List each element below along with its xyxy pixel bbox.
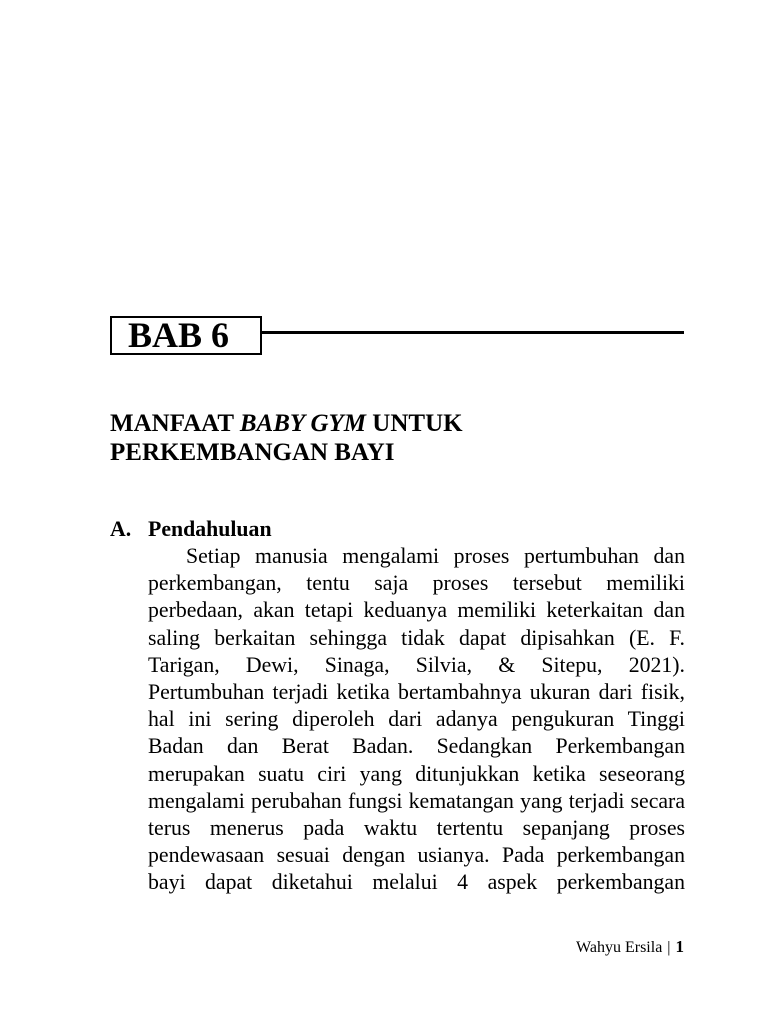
title-text-end: UNTUK xyxy=(366,410,463,437)
paragraph-line: merupakan suatu ciri yang ditunjukkan ketika seseorang xyxy=(148,761,685,786)
footer-separator: | xyxy=(667,939,671,956)
page-number: 1 xyxy=(675,937,684,956)
section-heading: Pendahuluan xyxy=(148,517,272,541)
chapter-label-box xyxy=(110,316,262,355)
paragraph-line: bayi dapat diketahui melalui 4 aspek perkembangan xyxy=(148,870,685,895)
paragraph-line: Setiap manusia mengalami proses pertumbuhan dan xyxy=(186,544,685,568)
paragraph-line: perkembangan, tentu saja proses tersebut memiliki xyxy=(148,571,685,596)
chapter-rule xyxy=(262,331,684,334)
paragraph-line: Pertumbuhan terjadi ketika bertambahnya ukuran dari fisik, xyxy=(148,679,685,704)
paragraph-line: terus menerus pada waktu tertentu sepanjang proses xyxy=(148,815,685,840)
page-footer xyxy=(576,937,684,958)
paragraph-line: mengalami perubahan fungsi kematangan yang terjadi secara xyxy=(148,788,685,813)
footer-author: Wahyu Ersila xyxy=(576,939,663,956)
section-marker: A. xyxy=(110,517,132,541)
paragraph-line: perbedaan, akan tetapi keduanya memiliki keterkaitan dan xyxy=(148,598,685,623)
paragraph-line: saling berkaitan sehingga tidak dapat dipisahkan (E. F. xyxy=(148,625,685,650)
paragraph-line: hal ini sering diperoleh dari adanya pengukuran Tinggi xyxy=(148,707,685,732)
section-heading-row xyxy=(110,516,272,543)
paragraph-line: Badan dan Berat Badan. Sedangkan Perkembangan xyxy=(148,734,685,759)
title-text-start: MANFAAT xyxy=(110,410,240,437)
paragraph-line: pendewasaan sesuai dengan usianya. Pada perkembangan xyxy=(148,843,685,868)
chapter-title-line-1 xyxy=(110,409,463,438)
chapter-title xyxy=(110,409,463,467)
title-text-italic: BABY GYM xyxy=(239,410,367,437)
body-paragraph xyxy=(148,543,685,896)
chapter-title-line-2: PERKEMBANGAN BAYI xyxy=(110,439,395,466)
chapter-label: BAB 6 xyxy=(128,315,230,355)
paragraph-line: Tarigan, Dewi, Sinaga, Silvia, & Sitepu, 2021). xyxy=(148,652,685,677)
